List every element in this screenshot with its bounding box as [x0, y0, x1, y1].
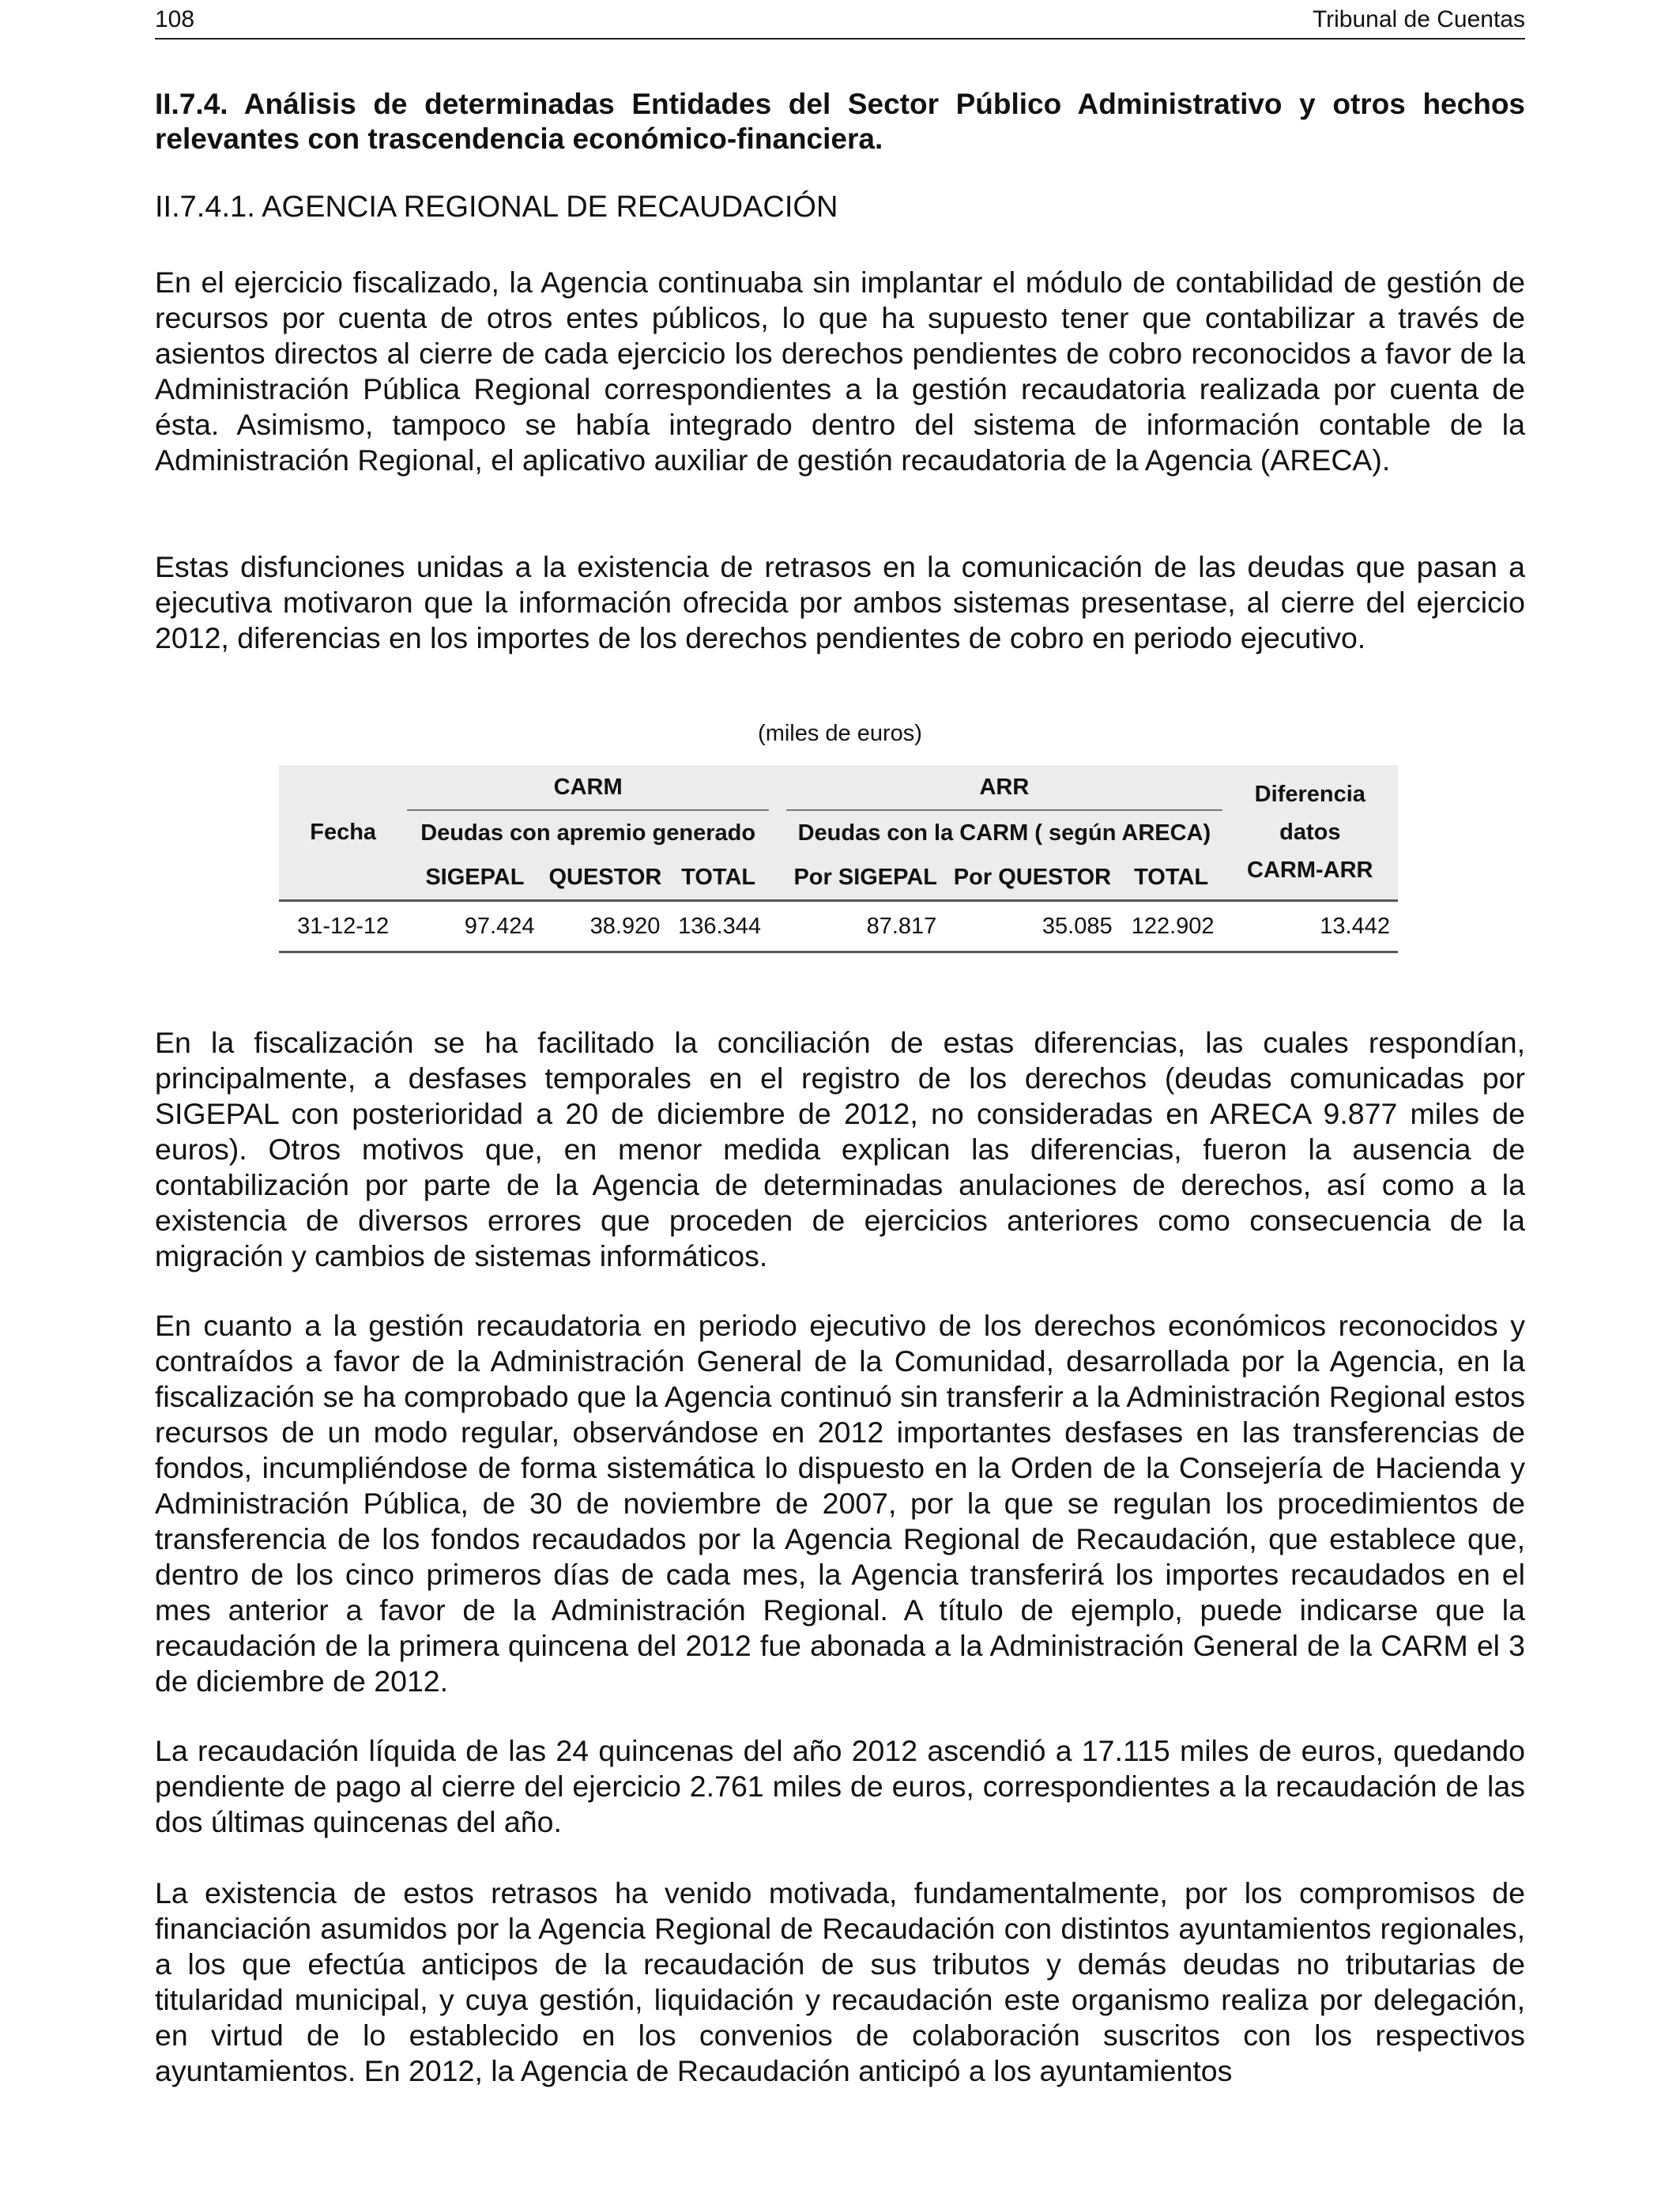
cell: 35.085 — [944, 901, 1120, 952]
col-header: TOTAL — [1134, 864, 1209, 890]
group-carm: CARM — [407, 765, 769, 810]
page-number: 108 — [155, 6, 195, 32]
paragraph: En el ejercicio fiscalizado, la Agencia continuaba sin implantar el módulo de contabilidad de gestión de recursos por cuenta de otros entes públicos, lo que ha supuesto tener que contabilizar a través de asientos directos al cierre de cada ejercicio los derechos pendientes de cobro reconocidos a favor de la Administración Pública Regional correspondientes a la gestión recaudatoria realizada por cuenta de ésta. Asimismo, tampoco se había integrado dentro del sistema de información contable de la Administración Regional, el aplicativo auxiliar de gestión recaudatoria de la Agencia (ARECA). — [155, 266, 1525, 477]
cell: 122.902 — [1121, 901, 1222, 952]
diff-line3: CARM-ARR — [1247, 858, 1373, 883]
col-fecha: Fecha — [310, 819, 377, 845]
cell: 136.344 — [668, 901, 769, 952]
paragraph: Estas disfunciones unidas a la existencia de retrasos en la comunicación de las deudas que pasan a ejecutiva motivaron que la información ofrecida por ambos sistemas presentase, al cierre del ejercicio 2012, diferencias en los importes de los derechos pendientes de cobro en periodo ejecutivo. — [155, 550, 1525, 654]
sub-arr: Deudas con la CARM ( según ARECA) — [797, 820, 1211, 846]
cell: 87.817 — [786, 901, 944, 952]
cell: 13.442 — [1222, 901, 1398, 952]
col-header: Por QUESTOR — [953, 864, 1112, 890]
table-row — [279, 901, 1398, 952]
col-diferencia — [1222, 765, 1398, 901]
col-header: Por SIGEPAL — [793, 864, 938, 890]
cell: 97.424 — [407, 901, 542, 952]
section-title: II.7.4. Análisis de determinadas Entidades del Sector Público Administrativo y otros hechos relevantes con trascendencia económico-financiera. — [155, 88, 1525, 155]
cell: 38.920 — [542, 901, 668, 952]
table-units: (miles de euros) — [758, 721, 922, 746]
diff-line2: datos — [1279, 820, 1341, 845]
comparison-table — [279, 765, 1398, 953]
diff-line1: Diferencia — [1254, 782, 1365, 807]
col-header: QUESTOR — [548, 864, 662, 890]
subsection-title: II.7.4.1. AGENCIA REGIONAL DE RECAUDACIÓN — [155, 190, 838, 224]
paragraph: En cuanto a la gestión recaudatoria en periodo ejecutivo de los derechos económicos reconocidos y contraídos a favor de la Administración General de la Comunidad, desarrollada por la Agencia, en la fiscalización se ha comprobado que la Agencia continuó sin transferir a la Administración Regional estos recursos de un modo regular, observándose en 2012 importantes desfases en las transferencias de fondos, incumpliéndose de forma sistemática lo dispuesto en la Orden de la Consejería de Hacienda y Administración Pública, de 30 de noviembre de 2007, por la que se regulan los procedimientos de transferencia de los fondos recaudados por la Agencia Regional de Recaudación, que establece que, dentro de los cinco primeros días de cada mes, la Agencia transferirá los importes recaudados en el mes anterior a favor de la Administración Regional. A título de ejemplo, puede indicarse que la recaudación de la primera quincena del 2012 fue abonada a la Administración General de la CARM el 3 de diciembre de 2012. — [155, 1309, 1525, 1698]
header-organization: Tribunal de Cuentas — [1312, 6, 1525, 32]
group-arr: ARR — [786, 765, 1222, 810]
paragraph: En la fiscalización se ha facilitado la conciliación de estas diferencias, las cuales respondían, principalmente, a desfases temporales en el registro de los derechos (deudas comunicadas por SIGEPAL con posterioridad a 20 de diciembre de 2012, no consideradas en ARECA 9.877 miles de euros). Otros motivos que, en menor medida explican las diferencias, fueron la ausencia de contabilización por parte de la Agencia de determinadas anulaciones de derechos, así como a la existencia de diversos errores que proceden de ejercicios anteriores como consecuencia de la migración y cambios de sistemas informáticos. — [155, 1026, 1525, 1272]
col-header: SIGEPAL — [425, 864, 525, 890]
col-header: TOTAL — [681, 864, 756, 890]
cell-fecha: 31-12-12 — [279, 901, 407, 952]
page-header — [155, 6, 1525, 40]
table-header-row — [279, 765, 1398, 810]
paragraph: La existencia de estos retrasos ha venido motivada, fundamentalmente, por los compromisos de financiación asumidos por la Agencia Regional de Recaudación con distintos ayuntamientos regionales, a los que efectúa anticipos de la recaudación de sus tributos y demás deudas no tributarias de titularidad municipal, y cuya gestión, liquidación y recaudación este organismo realiza por delegación, en virtud de lo establecido en los convenios de colaboración suscritos con los respectivos ayuntamientos. En 2012, la Agencia de Recaudación anticipó a los ayuntamientos — [155, 1876, 1525, 2087]
sub-carm: Deudas con apremio generado — [420, 820, 756, 846]
paragraph: La recaudación líquida de las 24 quincenas del año 2012 ascendió a 17.115 miles de euros, quedando pendiente de pago al cierre del ejercicio 2.761 miles de euros, correspondientes a la recaudación de las dos últimas quincenas del año. — [155, 1734, 1525, 1838]
